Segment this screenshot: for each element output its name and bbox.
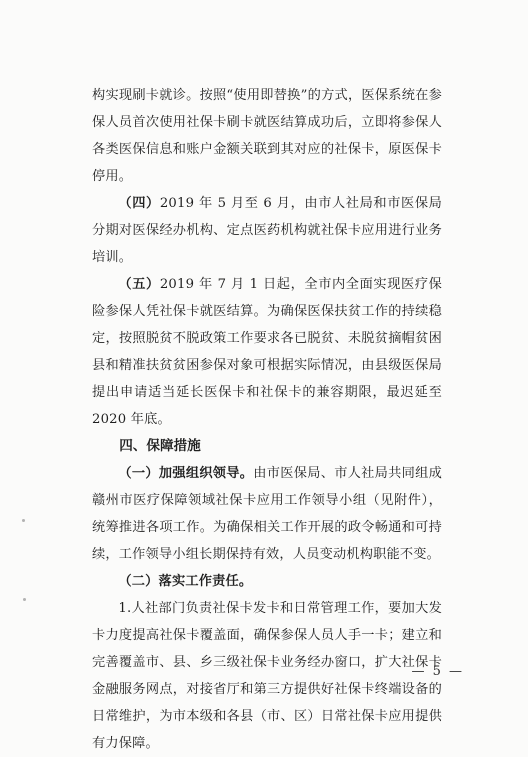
item-4-text: 2019 年 5 月至 6 月，由市人社局和市医保局分期对医保经办机构、定点医药机构就社保卡应用进行业务培训。	[92, 196, 443, 265]
document-body	[92, 82, 442, 757]
item-5-text: 2019 年 7 月 1 日起，全市内全面实现医疗保险参保人凭社保卡就医结算。为确保医保扶贫工作的持续稳定，按照脱贫不脱政策工作要求各已脱贫、未脱贫摘帽贫困县和精准扶贫贫困参保对象可根据实际情况，由县级医保局提出申请适当延长医保卡和社保卡的兼容期限，最迟延至 2020 年底。	[92, 277, 443, 427]
paragraph-card-replacement: 构实现刷卡就诊。按照“使用即替换”的方式，医保系统在参保人员首次使用社保卡刷卡就医结算成功后，立即将参保人各类医保信息和账户金额关联到其对应的社保卡，原医保卡停用。	[92, 88, 442, 184]
scan-speck	[22, 519, 25, 522]
paragraph-hr-department-duties: 1.人社部门负责社保卡发卡和日常管理工作，要加大发卡力度提高社保卡覆盖面，确保参保人员人手一卡；建立和完善覆盖市、县、乡三级社保卡业务经办窗口，扩大社保卡金融服务网点，对接省厅和第三方提供好社保卡终端设备的日常维护，为市本级和各县（市、区）日常社保卡应用提供有力保障。	[92, 601, 442, 751]
paragraph-organization-leadership	[92, 460, 442, 568]
sub-1-label: （一）加强组织领导。	[118, 466, 254, 481]
paragraph-item-4	[92, 190, 442, 271]
scan-speck	[23, 598, 26, 601]
sub-2-label: （二）落实工作责任。	[118, 574, 253, 589]
sub-1-text: 由市医保局、市人社局共同组成赣州市医疗保障领域社保卡应用工作领导小组（见附件），统筹推进各项工作。为确保相关工作开展的政令畅通和可持续，工作领导小组长期保持有效，人员变动机构职能不变。	[92, 466, 442, 562]
section-title-safeguards: 四、保障措施	[119, 438, 201, 454]
page-number: — 5 —	[411, 664, 464, 679]
item-4-label: （四）	[118, 196, 160, 211]
item-5-label: （五）	[118, 277, 160, 292]
paragraph-item-5	[92, 271, 442, 433]
paragraph-responsibility-heading	[92, 568, 442, 595]
